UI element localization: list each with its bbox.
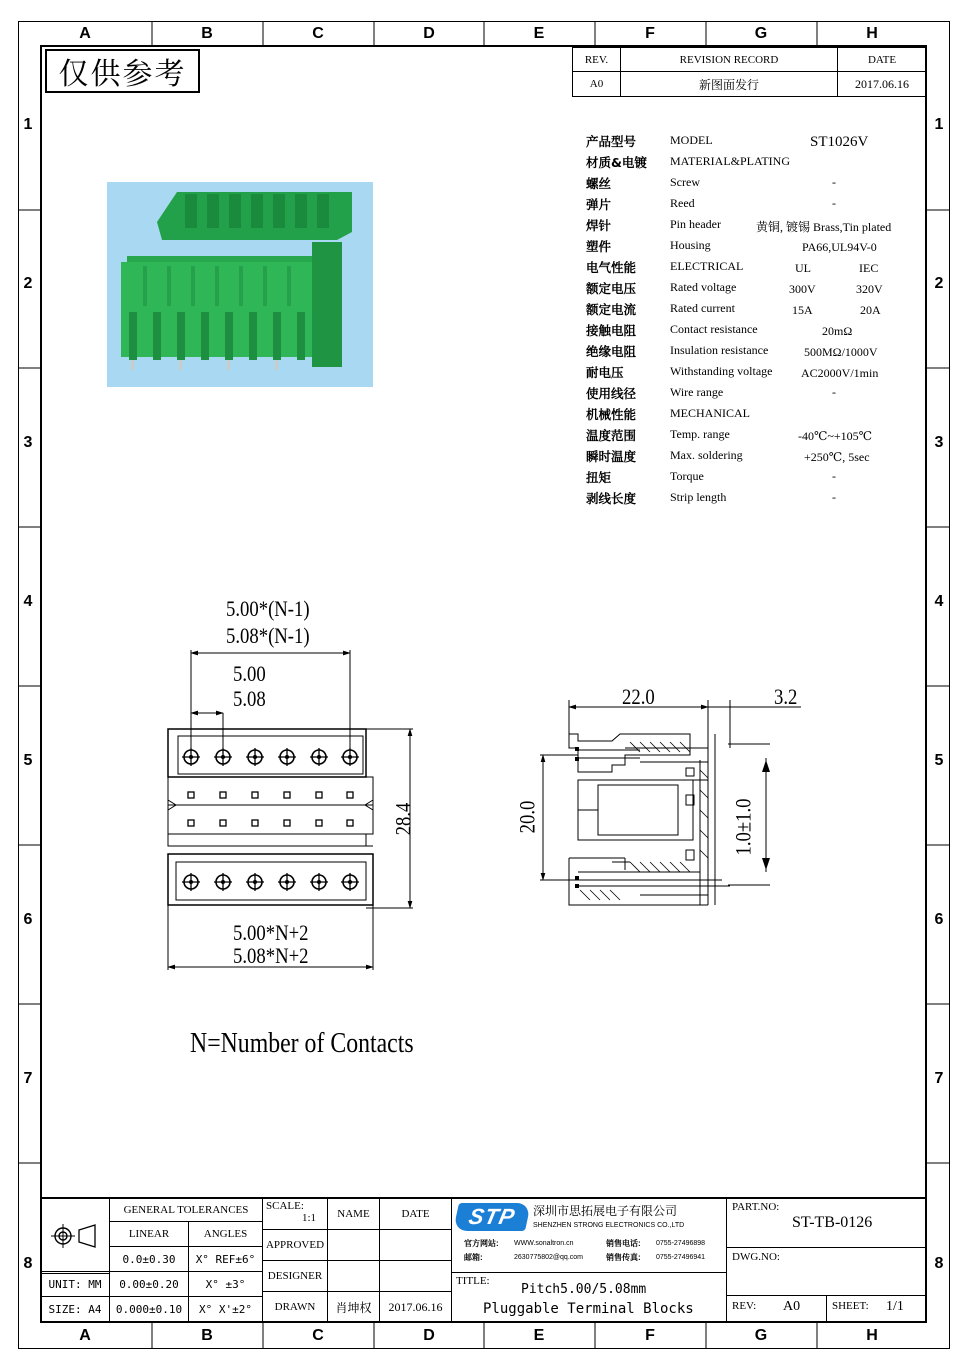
sales-fax-value: 0755-27496941	[656, 1254, 706, 1261]
scale-label: SCALE:	[266, 1200, 304, 1212]
spec-en-insulation-resistance: Insulation resistance	[670, 343, 769, 357]
spec-en-max-soldering: Max. soldering	[670, 448, 743, 462]
spec-cn-withstanding-voltage: 耐电压	[586, 365, 624, 380]
sales-phone-label: 销售电话:	[606, 1239, 641, 1248]
title-line-2: Pluggable Terminal Blocks	[483, 1301, 694, 1317]
spec-en-torque: Torque	[670, 469, 704, 483]
spec-cn-max-soldering: 瞬时温度	[586, 449, 637, 464]
zone-col-b-bottom: B	[201, 1327, 213, 1344]
part-no-label: PART.NO:	[732, 1201, 780, 1213]
spec-cn-torque: 扭矩	[586, 470, 612, 485]
projection-symbol-cell	[40, 1197, 110, 1274]
spec-cn-rated-voltage: 额定电压	[586, 281, 637, 296]
angles-tol-2: X° ±3°	[188, 1271, 263, 1297]
zone-row-8-right: 8	[934, 1255, 944, 1272]
company-name-en: SHENZHEN STRONG ELECTRONICS CO.,LTD	[533, 1222, 685, 1229]
spec-en-electrical: ELECTRICAL	[670, 259, 744, 273]
sales-fax-label: 销售传真:	[606, 1253, 641, 1262]
contacts-note: N=Number of Contacts	[190, 1028, 414, 1059]
spec-value-rated-voltage-ul: 300V	[789, 282, 816, 296]
zone-row-2-right: 2	[934, 275, 944, 292]
zone-row-6-left: 6	[23, 911, 33, 928]
title-label: TITLE:	[456, 1275, 490, 1287]
zone-row-2-left: 2	[23, 275, 33, 292]
spec-value-max-soldering: +250℃, 5sec	[804, 450, 870, 464]
spec-en-strip-length: Strip length	[670, 490, 727, 504]
angles-tol-1: X° REF±6°	[188, 1246, 263, 1272]
spec-cn-model: 产品型号	[586, 134, 637, 149]
zone-col-a-top: A	[79, 25, 91, 42]
revision-date-value: 2017.06.16	[837, 71, 927, 97]
product-photo	[107, 182, 373, 387]
revision-record-header: REVISION RECORD	[620, 47, 838, 72]
terminal-block-render	[107, 182, 373, 387]
spec-en-withstanding-voltage: Withstanding voltage	[670, 364, 773, 378]
scale-value: 1:1	[301, 1212, 316, 1224]
zone-row-4-left: 4	[23, 593, 33, 610]
zone-col-b-top: B	[201, 25, 213, 42]
spec-value-withstanding-voltage: AC2000V/1min	[801, 366, 879, 380]
zone-col-g-bottom: G	[754, 1327, 768, 1344]
spec-en-housing: Housing	[670, 238, 711, 252]
spec-en-reed: Reed	[670, 196, 695, 210]
dim-side-height: 20.0	[514, 800, 540, 834]
zone-col-h-top: H	[866, 25, 878, 42]
dim-side-depth: 22.0	[622, 684, 655, 709]
spec-en-pin-header: Pin header	[670, 217, 721, 231]
unit-label: UNIT: MM	[40, 1271, 110, 1297]
size-label: SIZE: A4	[40, 1296, 110, 1323]
linear-tol-3: 0.000±0.10	[109, 1296, 189, 1323]
spec-cn-rated-current: 额定电流	[586, 302, 637, 317]
drawn-label: DRAWN	[262, 1291, 328, 1323]
drawn-name: 肖坤权	[327, 1291, 380, 1323]
zone-col-c-bottom: C	[312, 1327, 324, 1344]
zone-col-h-bottom: H	[866, 1327, 878, 1344]
dim-pitch-total-500: 5.00*(N-1)	[226, 596, 310, 621]
zone-row-3-right: 3	[934, 434, 944, 451]
linear-header: LINEAR	[109, 1221, 189, 1247]
company-logo-text: STP	[466, 1204, 518, 1229]
reference-stamp-text: 仅供参考	[58, 57, 187, 92]
spec-value-strip-length: -	[832, 490, 836, 504]
dim-side-offset: 3.2	[774, 684, 798, 709]
spec-value-electrical-ul: UL	[795, 261, 811, 275]
zone-row-5-left: 5	[23, 752, 33, 769]
spec-value-contact-resistance: 20mΩ	[822, 324, 853, 338]
rev-header: REV.	[572, 47, 621, 72]
dim-pitch-total-508: 5.08*(N-1)	[226, 623, 310, 648]
spec-en-mechanical: MECHANICAL	[670, 406, 750, 420]
zone-col-e-bottom: E	[533, 1327, 545, 1344]
company-name-cn: 深圳市思拓展电子有限公司	[533, 1204, 678, 1218]
zone-col-g-top: G	[754, 25, 768, 42]
general-tolerances-header: GENERAL TOLERANCES	[109, 1197, 263, 1222]
dim-width-500: 5.00*N+2	[233, 920, 309, 945]
sheet-value: 1/1	[886, 1299, 904, 1314]
website-value: WWW.sonaltron.cn	[514, 1240, 574, 1247]
spec-value-wire-range: -	[832, 385, 836, 399]
spec-cn-strip-length: 剥线长度	[586, 491, 637, 506]
spec-en-material: MATERIAL&PLATING	[670, 154, 790, 168]
spec-cn-mechanical: 机械性能	[586, 407, 637, 422]
approved-label: APPROVED	[262, 1229, 328, 1261]
dwg-no-label: DWG.NO:	[732, 1251, 780, 1263]
spec-en-rated-current: Rated current	[670, 301, 735, 315]
approved-name	[327, 1229, 380, 1261]
title-line-1: Pitch5.00/5.08mm	[521, 1282, 647, 1297]
spec-cn-reed: 弹片	[586, 197, 612, 212]
spec-value-torque: -	[832, 469, 836, 483]
dim-side-pin: 1.0±1.0	[730, 798, 756, 856]
spec-cn-pin-header: 焊针	[586, 218, 612, 233]
company-logo	[453, 1203, 531, 1231]
zone-col-f-bottom: F	[645, 1327, 655, 1344]
spec-cn-insulation-resistance: 绝缘电阻	[586, 344, 637, 359]
spec-value-pin-header: 黄铜, 镀锡 Brass,Tin plated	[756, 220, 892, 234]
linear-tol-1: 0.0±0.30	[109, 1246, 189, 1272]
zone-col-a-bottom: A	[79, 1327, 91, 1344]
part-no-value: ST-TB-0126	[792, 1214, 873, 1231]
designer-name	[327, 1260, 380, 1292]
angles-tol-3: X° X'±2°	[188, 1296, 263, 1323]
spec-en-model: MODEL	[670, 133, 713, 147]
spec-en-wire-range: Wire range	[670, 385, 724, 399]
zone-row-3-left: 3	[23, 434, 33, 451]
spec-value-model: ST1026V	[810, 134, 869, 150]
name-header: NAME	[327, 1197, 380, 1230]
rev-label-title: REV:	[732, 1300, 757, 1312]
designer-label: DESIGNER	[262, 1260, 328, 1292]
spec-cn-wire-range: 使用线径	[586, 386, 637, 401]
zone-col-d-bottom: D	[423, 1327, 435, 1344]
spec-en-contact-resistance: Contact resistance	[670, 322, 758, 336]
zone-col-f-top: F	[645, 25, 655, 42]
spec-en-temp-range: Temp. range	[670, 427, 730, 441]
dim-width-508: 5.08*N+2	[233, 943, 309, 968]
spec-value-rated-voltage-iec: 320V	[856, 282, 883, 296]
date-header: DATE	[837, 47, 927, 72]
rev-value: A0	[572, 71, 621, 97]
website-label: 官方网站:	[464, 1239, 499, 1248]
spec-cn-housing: 塑件	[586, 239, 612, 254]
spec-value-temp-range: -40℃~+105℃	[798, 429, 873, 443]
zone-col-d-top: D	[423, 25, 435, 42]
zone-row-1-left: 1	[23, 116, 33, 133]
spec-en-screw: Screw	[670, 175, 700, 189]
spec-value-insulation-resistance: 500MΩ/1000V	[804, 345, 878, 359]
zone-row-7-left: 7	[23, 1070, 33, 1087]
linear-tol-2: 0.00±0.20	[109, 1271, 189, 1297]
spec-cn-material: 材质&电镀	[586, 155, 647, 170]
spec-value-reed: -	[832, 196, 836, 210]
sales-phone-value: 0755-27496898	[656, 1240, 706, 1247]
designer-date	[379, 1260, 452, 1292]
reference-stamp	[45, 49, 200, 93]
zone-row-8-left: 8	[23, 1255, 33, 1272]
spec-cn-contact-resistance: 接触电阻	[586, 323, 637, 338]
dim-pitch-500: 5.00	[233, 661, 266, 686]
approved-date	[379, 1229, 452, 1261]
sheet-label: SHEET:	[832, 1300, 869, 1312]
zone-col-e-top: E	[533, 25, 545, 42]
revision-record-value: 新图面发行	[620, 71, 838, 97]
scale-cell	[262, 1197, 328, 1230]
zone-row-6-right: 6	[934, 911, 944, 928]
zone-row-1-right: 1	[934, 116, 944, 133]
spec-value-screw: -	[832, 175, 836, 189]
zone-row-4-right: 4	[934, 593, 944, 610]
zone-col-c-top: C	[312, 25, 324, 42]
projection-symbol-icon	[47, 1221, 103, 1251]
zone-row-5-right: 5	[934, 752, 944, 769]
spec-value-rated-current-ul: 15A	[792, 303, 813, 317]
email-value: 2630775802@qq.com	[514, 1254, 583, 1261]
dim-pitch-508: 5.08	[233, 686, 266, 711]
spec-cn-screw: 螺丝	[586, 176, 612, 191]
rev-value-title: A0	[783, 1299, 801, 1314]
spec-value-housing: PA66,UL94V-0	[802, 240, 877, 254]
spec-value-electrical-iec: IEC	[859, 261, 879, 275]
spec-value-rated-current-iec: 20A	[860, 303, 881, 317]
drawn-date: 2017.06.16	[379, 1291, 452, 1323]
zone-row-7-right: 7	[934, 1070, 944, 1087]
angles-header: ANGLES	[188, 1221, 263, 1247]
spec-cn-temp-range: 温度范围	[586, 428, 637, 443]
dim-height-28-4: 28.4	[390, 802, 416, 836]
date-header-title: DATE	[379, 1197, 452, 1230]
spec-en-rated-voltage: Rated voltage	[670, 280, 737, 294]
spec-cn-electrical: 电气性能	[586, 260, 637, 275]
email-label: 邮箱:	[464, 1253, 483, 1262]
